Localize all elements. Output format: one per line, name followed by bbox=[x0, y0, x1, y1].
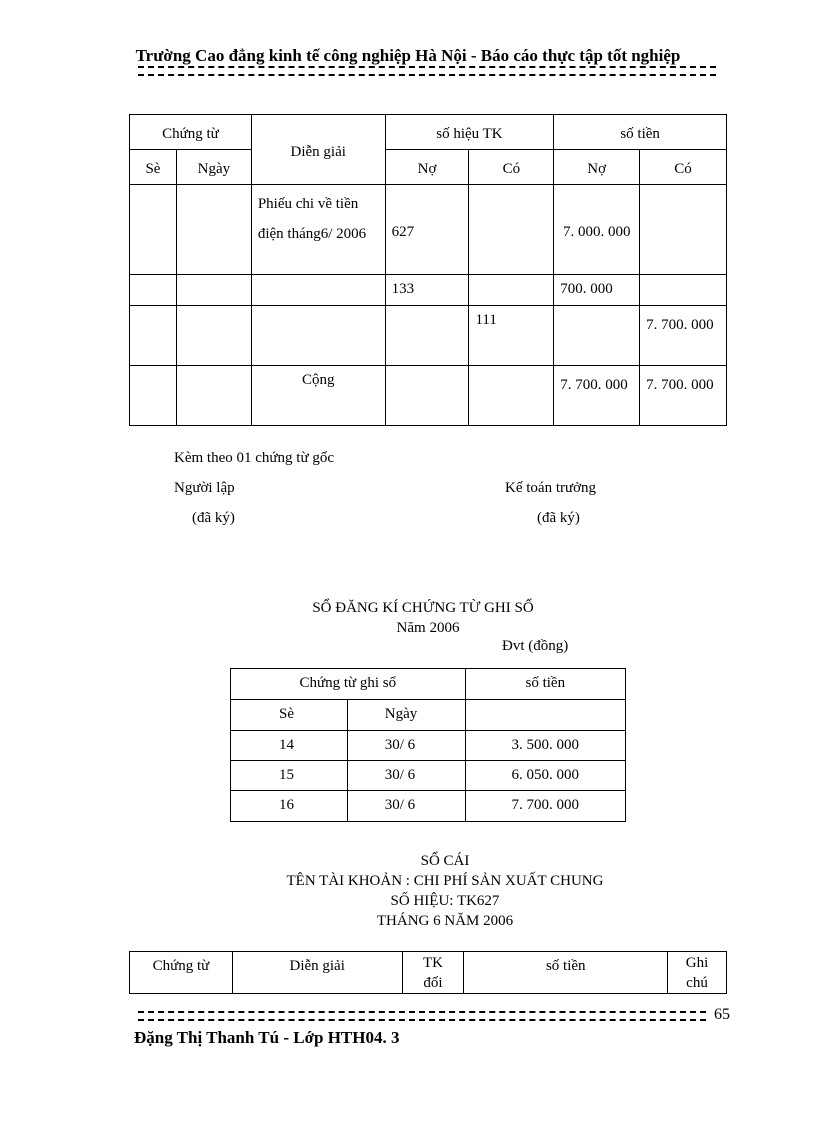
register-row-tien: 7. 700. 000 bbox=[465, 791, 625, 822]
register-row-so: 16 bbox=[231, 791, 348, 822]
row-tk-no: 133 bbox=[385, 275, 469, 306]
row-tk-co bbox=[469, 366, 554, 426]
row-tk-no bbox=[385, 366, 469, 426]
row-tk-co bbox=[469, 185, 554, 275]
header-tien-no: Nợ bbox=[554, 150, 640, 185]
header-so-hieu-tk: số hiệu TK bbox=[385, 115, 554, 150]
page-header: Trường Cao đẳng kinh tế công nghiệp Hà Nội - Báo cáo thực tập tốt nghiệp bbox=[135, 46, 681, 65]
row-tien-no: 700. 000 bbox=[554, 275, 640, 306]
register-header-so-tien: số tiền bbox=[465, 669, 625, 700]
attachment-note: Kèm theo 01 chứng từ gốc bbox=[174, 450, 334, 466]
ledger-header-dien-giai: Diễn giải bbox=[232, 952, 402, 994]
ledger-table bbox=[129, 951, 727, 994]
footer-author: Đặng Thị Thanh Tú - Lớp HTH04. 3 bbox=[134, 1028, 400, 1047]
row-tien-no: 7. 700. 000 bbox=[554, 366, 640, 426]
register-row-so: 15 bbox=[231, 761, 348, 791]
row-tien-co: 7. 700. 000 bbox=[640, 366, 727, 426]
row-tien-co bbox=[640, 275, 727, 306]
ledger-header-chung-tu: Chứng từ bbox=[130, 952, 233, 994]
header-no: Nợ bbox=[385, 150, 469, 185]
row-tien-co: 7. 700. 000 bbox=[640, 306, 727, 366]
row-description: Phiếu chi về tiền điện tháng6/ 2006 bbox=[251, 185, 385, 275]
chief-accountant-label: Kế toán trưởng bbox=[505, 480, 597, 496]
row-tk-no bbox=[385, 306, 469, 366]
table-row bbox=[231, 791, 626, 822]
row-tien-no bbox=[554, 306, 640, 366]
header-tien-co: Có bbox=[640, 150, 727, 185]
preparer-label: Người lập bbox=[174, 480, 235, 496]
chief-accountant-signed: (đã ký) bbox=[537, 510, 580, 526]
register-table bbox=[230, 668, 626, 822]
register-header-ngay: Ngày bbox=[347, 700, 465, 731]
ledger-header-ghi-chu: Ghi chú bbox=[668, 952, 727, 994]
row-tien-co bbox=[640, 185, 727, 275]
header-so: Sè bbox=[130, 150, 177, 185]
page-number: 65 bbox=[714, 1006, 730, 1023]
header-chung-tu: Chứng từ bbox=[130, 115, 252, 150]
ledger-header-tk-doi: TK đối bbox=[402, 952, 464, 994]
table-row bbox=[231, 761, 626, 791]
register-row-so: 14 bbox=[231, 731, 348, 761]
row-description bbox=[251, 306, 385, 366]
row-description bbox=[251, 275, 385, 306]
table-row bbox=[130, 366, 727, 426]
ledger-period: THÁNG 6 NĂM 2006 bbox=[376, 913, 514, 929]
register-row-tien: 3. 500. 000 bbox=[465, 731, 625, 761]
table-row bbox=[130, 275, 727, 306]
table-row bbox=[231, 731, 626, 761]
voucher-table bbox=[129, 114, 727, 426]
register-year: Năm 2006 bbox=[396, 620, 460, 636]
table-row bbox=[130, 306, 727, 366]
table-row bbox=[130, 185, 727, 275]
ledger-header-so-tien: số tiền bbox=[464, 952, 668, 994]
ledger-account-name: TÊN TÀI KHOẢN : CHI PHÍ SẢN XUẤT CHUNG bbox=[286, 873, 604, 889]
row-tk-co: 111 bbox=[469, 306, 554, 366]
register-row-ngay: 30/ 6 bbox=[347, 731, 465, 761]
header-dien-giai: Diễn giải bbox=[251, 115, 385, 185]
row-tien-no: 7. 000. 000 bbox=[554, 185, 640, 275]
row-total-label: Cộng bbox=[251, 366, 385, 426]
row-tk-no: 627 bbox=[385, 185, 469, 275]
row-tk-co bbox=[469, 275, 554, 306]
header-ngay: Ngày bbox=[176, 150, 251, 185]
register-row-ngay: 30/ 6 bbox=[347, 761, 465, 791]
ledger-account-code: SỐ HIỆU: TK627 bbox=[390, 893, 500, 909]
header-so-tien: số tiền bbox=[554, 115, 727, 150]
register-title: SỔ ĐĂNG KÍ CHỨNG TỪ GHI SỔ bbox=[312, 600, 534, 616]
ledger-title: SỔ CÁI bbox=[420, 853, 470, 869]
register-header-so: Sè bbox=[231, 700, 348, 731]
register-row-tien: 6. 050. 000 bbox=[465, 761, 625, 791]
register-unit: Đvt (đồng) bbox=[502, 638, 569, 654]
register-row-ngay: 30/ 6 bbox=[347, 791, 465, 822]
header-double-rule bbox=[138, 66, 716, 76]
footer-double-rule bbox=[138, 1011, 706, 1021]
header-co: Có bbox=[469, 150, 554, 185]
preparer-signed: (đã ký) bbox=[192, 510, 235, 526]
register-header-chung-tu: Chứng từ ghi sổ bbox=[231, 669, 466, 700]
